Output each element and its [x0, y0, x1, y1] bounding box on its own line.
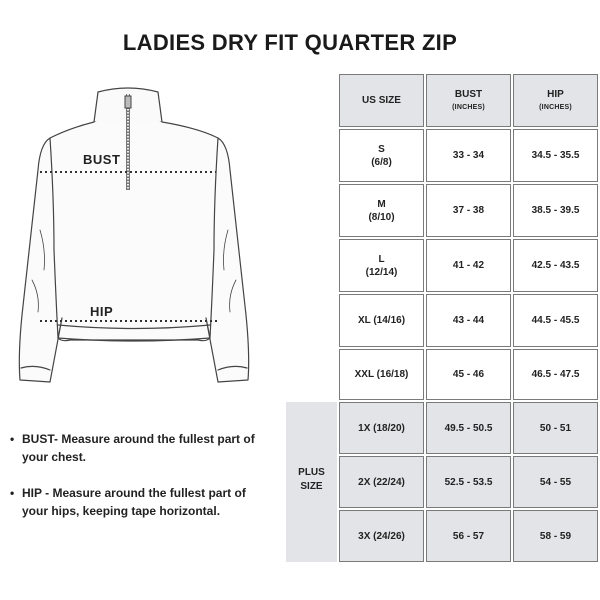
- size-label: XXL (16/18): [354, 369, 409, 380]
- size-sub: (8/10): [368, 211, 395, 223]
- bust-cell: 43 - 44: [426, 294, 511, 347]
- hip-cell: 44.5 - 45.5: [513, 294, 598, 347]
- hip-label: HIP: [90, 304, 114, 319]
- bust-cell: 52.5 - 53.5: [426, 456, 511, 508]
- size-cell: 1X (18/20): [339, 402, 424, 454]
- header-label: BUST: [454, 88, 483, 100]
- size-label: S: [378, 143, 385, 155]
- bullet: •: [10, 486, 15, 500]
- header-label: US SIZE: [362, 95, 401, 106]
- measurement-notes: [10, 430, 270, 538]
- note-bust: [10, 430, 270, 466]
- bust-cell: 45 - 46: [426, 349, 511, 400]
- size-label: XL (14/16): [357, 315, 406, 326]
- note-text: HIP - Measure around the fullest part of your hips, keeping tape horizontal.: [22, 486, 246, 518]
- size-sub: (12/14): [365, 266, 398, 278]
- hip-cell: 34.5 - 35.5: [513, 129, 598, 182]
- size-cell: 3X (24/26): [339, 510, 424, 562]
- bust-cell: 37 - 38: [426, 184, 511, 237]
- bust-cell: 56 - 57: [426, 510, 511, 562]
- bust-cell: 41 - 42: [426, 239, 511, 292]
- header-label: HIP: [547, 88, 564, 100]
- bullet: •: [10, 432, 15, 446]
- size-cell: [339, 129, 424, 182]
- size-label: M: [377, 198, 386, 210]
- hip-cell: 38.5 - 39.5: [513, 184, 598, 237]
- header-unit: (INCHES): [539, 103, 572, 111]
- quarter-zip-illustration: [10, 80, 250, 390]
- hip-cell: 54 - 55: [513, 456, 598, 508]
- size-label: L: [378, 253, 385, 265]
- header-bust: [426, 74, 511, 127]
- bust-label: BUST: [83, 152, 121, 167]
- size-cell: [339, 184, 424, 237]
- header-us-size: [339, 74, 424, 127]
- bust-cell: 49.5 - 50.5: [426, 402, 511, 454]
- plus-size-label: PLUS SIZE: [298, 467, 325, 492]
- size-sub: (6/8): [371, 156, 392, 168]
- size-cell: [339, 239, 424, 292]
- hip-cell: 58 - 59: [513, 510, 598, 562]
- header-hip: [513, 74, 598, 127]
- page-title: LADIES DRY FIT QUARTER ZIP: [122, 30, 458, 55]
- hip-cell: 46.5 - 47.5: [513, 349, 598, 400]
- hip-cell: 42.5 - 43.5: [513, 239, 598, 292]
- hip-cell: 50 - 51: [513, 402, 598, 454]
- size-cell: 2X (22/24): [339, 456, 424, 508]
- bust-cell: 33 - 34: [426, 129, 511, 182]
- note-hip: [10, 484, 270, 520]
- header-unit: (INCHES): [452, 103, 485, 111]
- size-cell: [339, 294, 424, 347]
- size-cell: [339, 349, 424, 400]
- note-text: BUST- Measure around the fullest part of your chest.: [22, 432, 255, 464]
